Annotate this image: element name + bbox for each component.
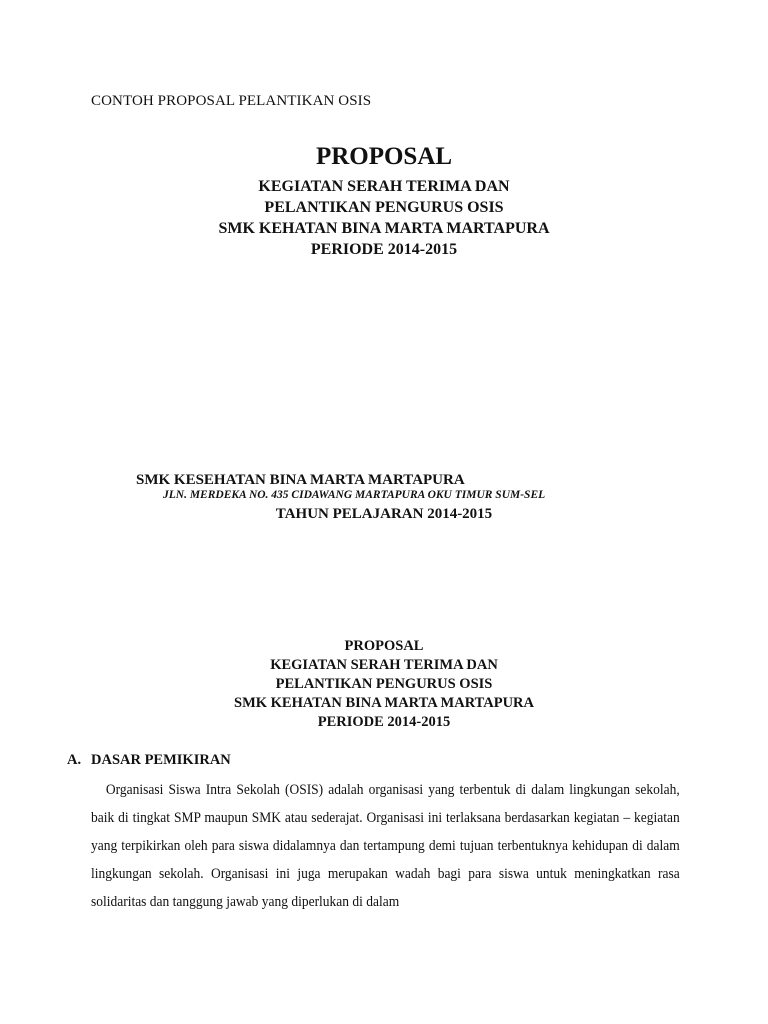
second-title-period: PERIODE 2014-2015 xyxy=(317,714,451,730)
second-title-activity: KEGIATAN SERAH TERIMA DAN xyxy=(270,657,498,673)
section-heading-text: DASAR PEMIKIRAN xyxy=(91,752,231,768)
cover-line-inauguration: PELANTIKAN PENGURUS OSIS xyxy=(264,199,504,216)
second-title xyxy=(0,637,768,732)
school-address: JLN. MERDEKA NO. 435 CIDAWANG MARTAPURA OKU TIMUR SUM-SEL xyxy=(163,489,546,501)
second-title-school: SMK KEHATAN BINA MARTA MARTAPURA xyxy=(234,695,534,711)
cover-title: PROPOSAL xyxy=(315,143,453,170)
second-title-inauguration: PELANTIKAN PENGURUS OSIS xyxy=(275,676,493,692)
section-marker: A. xyxy=(67,752,82,768)
cover-line-activity: KEGIATAN SERAH TERIMA DAN xyxy=(258,178,510,195)
school-year: TAHUN PELAJARAN 2014-2015 xyxy=(275,506,493,522)
cover-line-period: PERIODE 2014-2015 xyxy=(310,241,458,258)
second-title-proposal: PROPOSAL xyxy=(344,638,424,654)
cover-subtitle xyxy=(0,176,768,260)
top-label: CONTOH PROPOSAL PELANTIKAN OSIS xyxy=(91,93,372,109)
cover-line-school: SMK KEHATAN BINA MARTA MARTAPURA xyxy=(218,220,550,237)
section-heading xyxy=(67,752,231,769)
school-name: SMK KESEHATAN BINA MARTA MARTAPURA xyxy=(136,472,465,488)
body-paragraph: Organisasi Siswa Intra Sekolah (OSIS) adalah organisasi yang terbentuk di dalam lingkungan sekolah, baik di tingkat SMP maupun SMK atau sederajat. Organisasi ini terlaksana berdasarkan kegiatan – kegiatan yang terpikirkan oleh para siswa didalamnya dan tertampung demi tujuan terbentuknya kehidupan di dalam lingkungan sekolah. Organisasi ini juga merupakan wadah bagi para siswa untuk meningkatkan rasa solidaritas dan tanggung jawab yang diperlukan di dalam xyxy=(91,782,680,910)
